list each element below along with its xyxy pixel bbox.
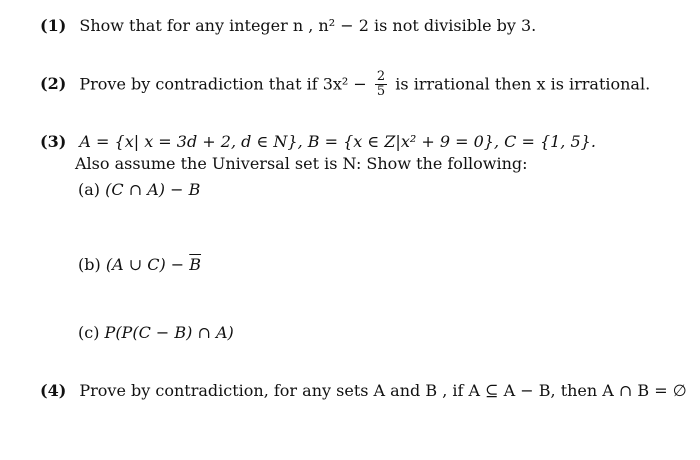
question-3-number: (3): [40, 132, 67, 151]
question-3b: [78, 255, 201, 274]
question-3-sets: A = {x| x = 3d + 2, d ∈ N}, B = {x ∈ Z|x² + 9 = 0}, C = {1, 5}.: [79, 132, 596, 151]
question-2-number: (2): [40, 74, 67, 94]
question-3b-complement: $\overline{B}$: [189, 255, 202, 274]
question-1: [40, 16, 536, 35]
question-3-assumption-text: Also assume the Universal set is N: Show the following:: [75, 154, 528, 173]
question-3c: [78, 323, 234, 342]
question-2: [40, 70, 650, 100]
question-2-text-after: is irrational then x is irrational.: [395, 74, 651, 94]
question-3b-label: (b): [78, 255, 101, 274]
question-3b-expression: (A ∪ C) −: [105, 255, 190, 274]
fraction-denominator: 5: [376, 84, 386, 100]
question-4-number: (4): [40, 381, 67, 400]
question-3a-expression: (C ∩ A) − B: [105, 180, 201, 199]
question-1-text: Show that for any integer n , n² − 2 is not divisible by 3.: [79, 16, 537, 35]
question-3a: [78, 180, 200, 199]
fraction-two-fifths: [375, 70, 387, 100]
question-1-number: (1): [40, 16, 67, 35]
question-3c-label: (c): [78, 323, 100, 342]
question-3: [40, 132, 596, 151]
fraction-numerator: 2: [376, 69, 386, 84]
question-3c-expression: P(P(C − B) ∩ A): [104, 323, 234, 342]
question-4-text: Prove by contradiction, for any sets A and B , if A ⊆ A − B, then A ∩ B = ∅: [79, 381, 687, 400]
question-3a-label: (a): [78, 180, 101, 199]
question-3-assumption: [75, 154, 528, 173]
question-4: [40, 381, 687, 400]
question-2-text-before: Prove by contradiction that if 3x² −: [79, 74, 367, 94]
